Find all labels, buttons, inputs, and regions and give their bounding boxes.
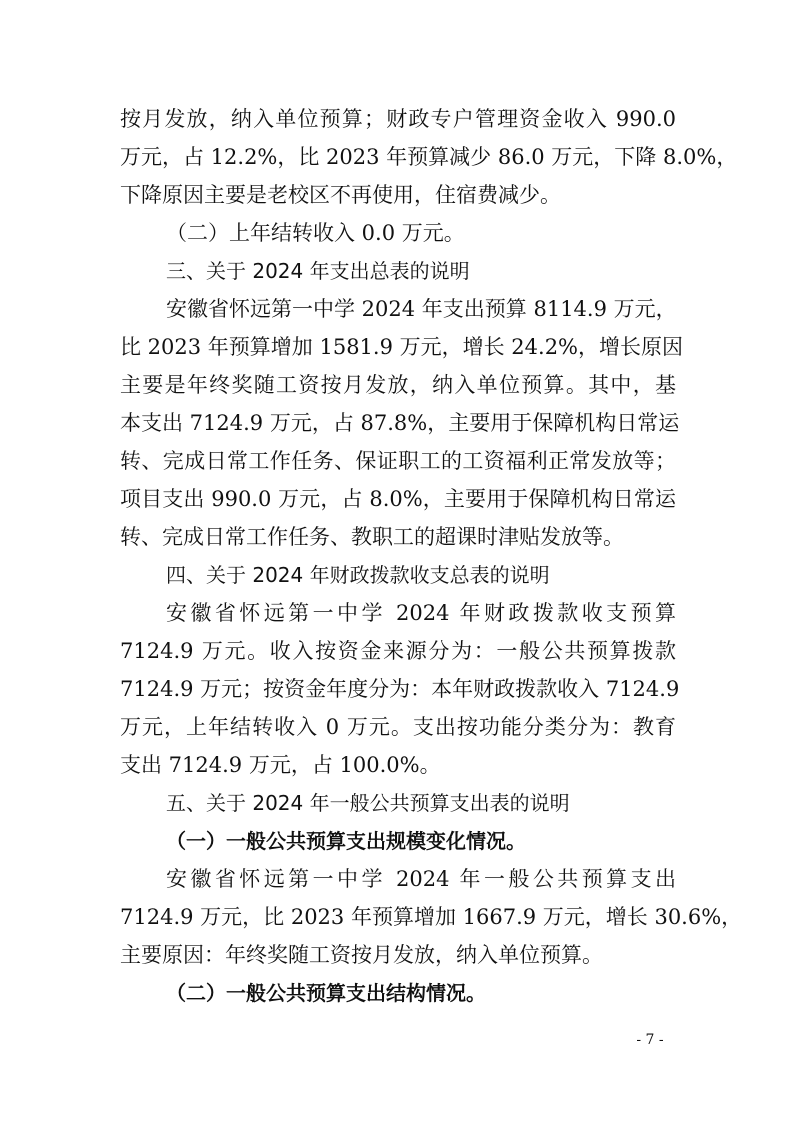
body-text-line: 万元，上年结转收入 0 万元。支出按功能分类分为：教育: [120, 715, 676, 739]
section-heading: 三、关于 2024 年支出总表的说明: [166, 259, 470, 283]
body-text-line: 比 2023 年预算增加 1581.9 万元，增长 24.2%，增长原因: [120, 335, 684, 359]
section-heading: 五、关于 2024 年一般公共预算支出表的说明: [166, 791, 570, 815]
body-text-line: 安徽省怀远第一中学 2024 年财政拨款收支预算: [166, 601, 676, 625]
section-heading: 四、关于 2024 年财政拨款收支总表的说明: [166, 563, 550, 587]
body-text-line: 主要原因：年终奖随工资按月发放，纳入单位预算。: [120, 943, 603, 967]
body-text-line: （二）上年结转收入 0.0 万元。: [166, 221, 465, 245]
body-text-line: 7124.9 万元，比 2023 年预算增加 1667.9 万元，增长 30.6%，: [120, 905, 743, 929]
body-text-line: 支出 7124.9 万元，占 100.0%。: [120, 753, 441, 777]
body-text-line: 转、完成日常工作任务、保证职工的工资福利正常发放等；: [120, 449, 676, 473]
body-text-line: 安徽省怀远第一中学 2024 年一般公共预算支出: [166, 867, 676, 891]
body-text-line: 7124.9 万元；按资金年度分为：本年财政拨款收入 7124.9: [120, 677, 680, 701]
body-text-line: 安徽省怀远第一中学 2024 年支出预算 8114.9 万元，: [166, 297, 677, 321]
subsection-heading: （一）一般公共预算支出规模变化情况。: [166, 829, 526, 853]
subsection-heading: （二）一般公共预算支出结构情况。: [166, 981, 486, 1005]
page-number: - 7 -: [636, 1032, 664, 1048]
body-text-line: 按月发放，纳入单位预算；财政专户管理资金收入 990.0: [120, 107, 676, 131]
body-text-line: 本支出 7124.9 万元，占 87.8%，主要用于保障机构日常运: [120, 411, 680, 435]
body-text-line: 转、完成日常工作任务、教职工的超课时津贴发放等。: [120, 525, 624, 549]
body-text-line: 万元，占 12.2%，比 2023 年预算减少 86.0 万元，下降 8.0%，: [120, 145, 738, 169]
body-text-line: 项目支出 990.0 万元，占 8.0%，主要用于保障机构日常运: [120, 487, 676, 511]
body-text-line: 7124.9 万元。收入按资金来源分为：一般公共预算拨款: [120, 639, 676, 663]
body-text-line: 下降原因主要是老校区不再使用，住宿费减少。: [120, 183, 561, 207]
body-text-line: 主要是年终奖随工资按月发放，纳入单位预算。其中，基: [120, 373, 676, 397]
